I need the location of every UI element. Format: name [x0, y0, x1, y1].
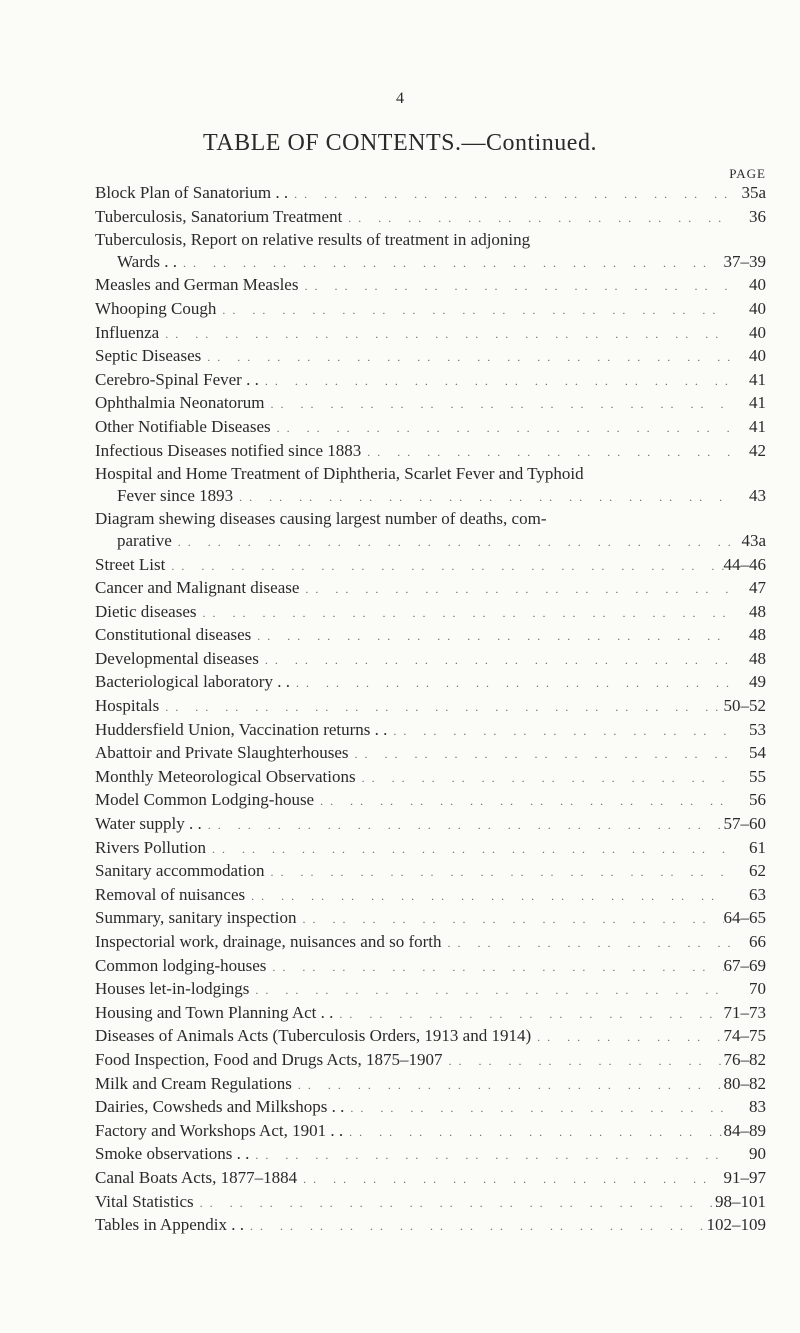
toc-entry	[95, 577, 766, 601]
leader-dots	[194, 1193, 715, 1215]
toc-entry-page: 90	[749, 1144, 766, 1164]
toc-entry	[95, 530, 766, 554]
toc-entry-label-line2: parative	[117, 530, 172, 550]
toc-entry	[95, 182, 766, 206]
toc-entry-page: 83	[749, 1097, 766, 1117]
leader-dots	[296, 909, 723, 931]
toc-entry	[95, 813, 766, 837]
leader-dots	[297, 1169, 723, 1191]
toc-entry	[95, 206, 766, 230]
leader-dots	[197, 603, 731, 625]
toc-entry	[95, 1143, 766, 1167]
toc-entry	[95, 931, 766, 955]
toc-entry-page: 66	[749, 932, 766, 951]
toc-entry-page: 53	[749, 719, 766, 739]
toc-entry-page: 41	[749, 369, 766, 389]
toc-entry-page: 47	[749, 578, 766, 598]
leader-dots	[264, 862, 730, 884]
toc-entry	[95, 274, 766, 298]
toc-entry-label: Food Inspection, Food and Drugs Acts, 1875–1907	[95, 1049, 443, 1069]
toc-entry-label: Monthly Meteorological Observations	[95, 766, 356, 786]
leader-dots	[251, 626, 730, 648]
table-of-contents	[95, 182, 766, 1238]
toc-entry-label: Houses let-in-lodgings	[95, 979, 250, 999]
leader-dots	[271, 418, 730, 440]
toc-entry-page: 40	[749, 275, 766, 295]
toc-entry	[95, 884, 766, 908]
leader-dots	[159, 324, 730, 346]
toc-entry-page: 49	[749, 672, 766, 692]
toc-entry-label: Milk and Cream Regulations	[95, 1073, 292, 1093]
leader-dots	[443, 1051, 724, 1073]
toc-entry-page: 67–69	[723, 955, 766, 975]
toc-entry-label: Influenza	[95, 322, 160, 342]
leader-dots	[356, 768, 730, 790]
page-column-header: PAGE	[729, 166, 766, 181]
toc-entry	[95, 485, 766, 509]
toc-entry-label-line1: Diagram shewing diseases causing largest number of deaths, com-	[95, 509, 547, 529]
toc-entry-page: 43	[749, 485, 766, 505]
toc-entry	[95, 766, 766, 790]
toc-entry-label: Septic Diseases	[95, 346, 202, 366]
toc-entry-page: 84–89	[723, 1120, 766, 1140]
leader-dots	[202, 815, 724, 837]
toc-entry-page: 40	[749, 298, 766, 318]
leader-dots	[265, 394, 731, 416]
leader-dots	[249, 980, 730, 1002]
leader-dots	[249, 1145, 730, 1167]
leader-dots	[233, 487, 730, 509]
leader-dots	[349, 744, 730, 766]
toc-entry-label: Street List	[95, 554, 166, 574]
toc-entry-label-line1: Tuberculosis, Report on relative results of treatment in adjoning	[95, 230, 531, 250]
toc-entry	[95, 440, 766, 464]
toc-entry-page: 40	[749, 346, 766, 366]
leader-dots	[266, 957, 723, 979]
leader-dots	[442, 933, 731, 955]
toc-entry	[95, 345, 766, 369]
toc-entry-page: 62	[749, 861, 766, 881]
toc-entry	[95, 1096, 766, 1120]
toc-entry-label: Hospitals	[95, 696, 160, 716]
leader-dots	[159, 697, 723, 719]
toc-entry-page: 70	[749, 979, 766, 999]
toc-entry-label: Cerebro-Spinal Fever . .	[95, 369, 259, 389]
toc-entry-page: 40	[749, 322, 766, 342]
toc-entry	[95, 624, 766, 648]
toc-entry-label: Removal of nuisances	[95, 884, 246, 904]
toc-entry	[95, 251, 766, 275]
toc-entry	[95, 695, 766, 719]
toc-entry-page: 48	[749, 625, 766, 645]
toc-entry	[95, 789, 766, 813]
toc-entry	[95, 955, 766, 979]
toc-entry	[95, 719, 766, 743]
leader-dots	[216, 300, 730, 322]
toc-entry-page: 50–52	[723, 696, 766, 716]
toc-entry-label: Smoke observations . .	[95, 1144, 250, 1164]
toc-entry-label: Cancer and Malignant disease	[95, 578, 300, 598]
toc-entry-page: 54	[749, 743, 766, 763]
toc-entry-page: 80–82	[723, 1073, 766, 1093]
page-number: 4	[396, 90, 404, 107]
toc-entry	[95, 1025, 766, 1049]
leader-dots	[314, 791, 730, 813]
toc-entry-page: 61	[749, 837, 766, 857]
toc-entry-label: Factory and Workshops Act, 1901 . .	[95, 1120, 344, 1140]
toc-entry-label: Vital Statistics	[95, 1191, 194, 1211]
toc-entry-label-line1: Hospital and Home Treatment of Diphtheria, Scarlet Fever and Typhoid	[95, 464, 584, 484]
leader-dots	[177, 253, 723, 275]
leader-dots	[172, 532, 730, 554]
leader-dots	[201, 347, 730, 369]
leader-dots	[299, 579, 730, 601]
toc-entry-page: 64–65	[723, 908, 766, 928]
toc-entry	[95, 671, 766, 695]
toc-entry-page: 48	[749, 648, 766, 668]
toc-entry-label: Constitutional diseases	[95, 625, 252, 645]
toc-entry-label: Common lodging-houses	[95, 955, 267, 975]
toc-entry-label: Dairies, Cowsheds and Milkshops . .	[95, 1097, 345, 1117]
toc-entry	[95, 837, 766, 861]
leader-dots	[292, 1075, 724, 1097]
toc-entry-page: 91–97	[723, 1167, 766, 1187]
toc-entry	[95, 978, 766, 1002]
toc-entry	[95, 742, 766, 766]
toc-entry-page: 48	[749, 601, 766, 621]
toc-entry-label: Housing and Town Planning Act . .	[95, 1002, 334, 1022]
toc-entry	[95, 601, 766, 625]
toc-entry	[95, 1214, 766, 1238]
toc-entry-label: Water supply . .	[95, 814, 202, 834]
leader-dots	[531, 1027, 723, 1049]
toc-entry-page: 41	[749, 393, 766, 413]
toc-entry-page: 56	[749, 790, 766, 810]
toc-entry-page: 102–109	[706, 1215, 766, 1235]
leader-dots	[244, 1216, 707, 1238]
toc-entry-page: 42	[749, 440, 766, 460]
leader-dots	[361, 442, 730, 464]
toc-entry-label: Ophthalmia Neonatorum	[95, 393, 265, 413]
toc-entry-label: Dietic diseases	[95, 601, 197, 621]
toc-entry	[95, 1049, 766, 1073]
toc-entry-page: 36	[749, 206, 766, 226]
toc-entry-label: Whooping Cough	[95, 298, 217, 318]
leader-dots	[259, 371, 730, 393]
toc-entry-page: 63	[749, 884, 766, 904]
toc-entry-label: Canal Boats Acts, 1877–1884	[95, 1167, 298, 1187]
toc-entry-label: Developmental diseases	[95, 648, 259, 668]
toc-entry-label: Summary, sanitary inspection	[95, 908, 297, 928]
toc-entry-page: 98–101	[715, 1191, 766, 1211]
toc-entry-page: 57–60	[723, 814, 766, 834]
leader-dots	[206, 839, 730, 861]
toc-entry-label: Diseases of Animals Acts (Tuberculosis Orders, 1913 and 1914)	[95, 1026, 532, 1046]
leader-dots	[344, 1098, 730, 1120]
toc-entry-label: Model Common Lodging-house	[95, 790, 315, 810]
leader-dots	[342, 208, 730, 230]
leader-dots	[165, 556, 723, 578]
toc-entry-page: 76–82	[723, 1049, 766, 1069]
toc-entry	[95, 392, 766, 416]
toc-entry	[95, 1191, 766, 1215]
toc-entry-page: 43a	[741, 530, 766, 550]
toc-entry	[95, 1167, 766, 1191]
toc-entry	[95, 322, 766, 346]
toc-entry-page: 55	[749, 766, 766, 786]
leader-dots	[343, 1122, 723, 1144]
toc-entry	[95, 369, 766, 393]
toc-entry	[95, 554, 766, 578]
toc-entry-page: 71–73	[723, 1002, 766, 1022]
toc-entry-label: Block Plan of Sanatorium . .	[95, 183, 289, 202]
leader-dots	[259, 650, 730, 672]
toc-entry	[95, 860, 766, 884]
toc-entry-label: Inspectorial work, drainage, nuisances and so forth	[95, 932, 442, 951]
toc-entry-label: Tuberculosis, Sanatorium Treatment	[95, 206, 343, 226]
toc-entry	[95, 1120, 766, 1144]
toc-entry	[95, 298, 766, 322]
toc-entry-label: Abattoir and Private Slaughterhouses	[95, 743, 349, 763]
toc-entry	[95, 907, 766, 931]
leader-dots	[290, 673, 730, 695]
toc-entry-page: 44–46	[723, 554, 766, 574]
toc-entry-page: 74–75	[723, 1026, 766, 1046]
page-title: TABLE OF CONTENTS.—Continued.	[203, 130, 597, 156]
toc-entry-label: Measles and German Measles	[95, 275, 299, 295]
toc-entry-page: 37–39	[723, 251, 766, 271]
leader-dots	[298, 276, 730, 298]
toc-entry	[95, 416, 766, 440]
leader-dots	[387, 721, 730, 743]
toc-entry-label: Tables in Appendix . .	[95, 1215, 244, 1235]
toc-entry-page: 35a	[741, 183, 766, 202]
toc-entry-page: 41	[749, 416, 766, 436]
toc-entry	[95, 648, 766, 672]
toc-entry-label: Huddersfield Union, Vaccination returns . .	[95, 719, 388, 739]
toc-entry-label-line2: Wards . .	[117, 251, 178, 271]
toc-entry-label-line2: Fever since 1893	[117, 485, 234, 505]
leader-dots	[288, 184, 730, 206]
toc-entry-label: Bacteriological laboratory . .	[95, 672, 290, 692]
toc-entry	[95, 1002, 766, 1026]
toc-entry-label: Sanitary accommodation	[95, 861, 265, 881]
toc-entry	[95, 1073, 766, 1097]
leader-dots	[245, 886, 730, 908]
leader-dots	[333, 1004, 723, 1026]
toc-entry-label: Infectious Diseases notified since 1883	[95, 440, 362, 460]
toc-entry-label: Rivers Pollution	[95, 837, 206, 857]
toc-entry-label: Other Notifiable Diseases	[95, 416, 271, 436]
